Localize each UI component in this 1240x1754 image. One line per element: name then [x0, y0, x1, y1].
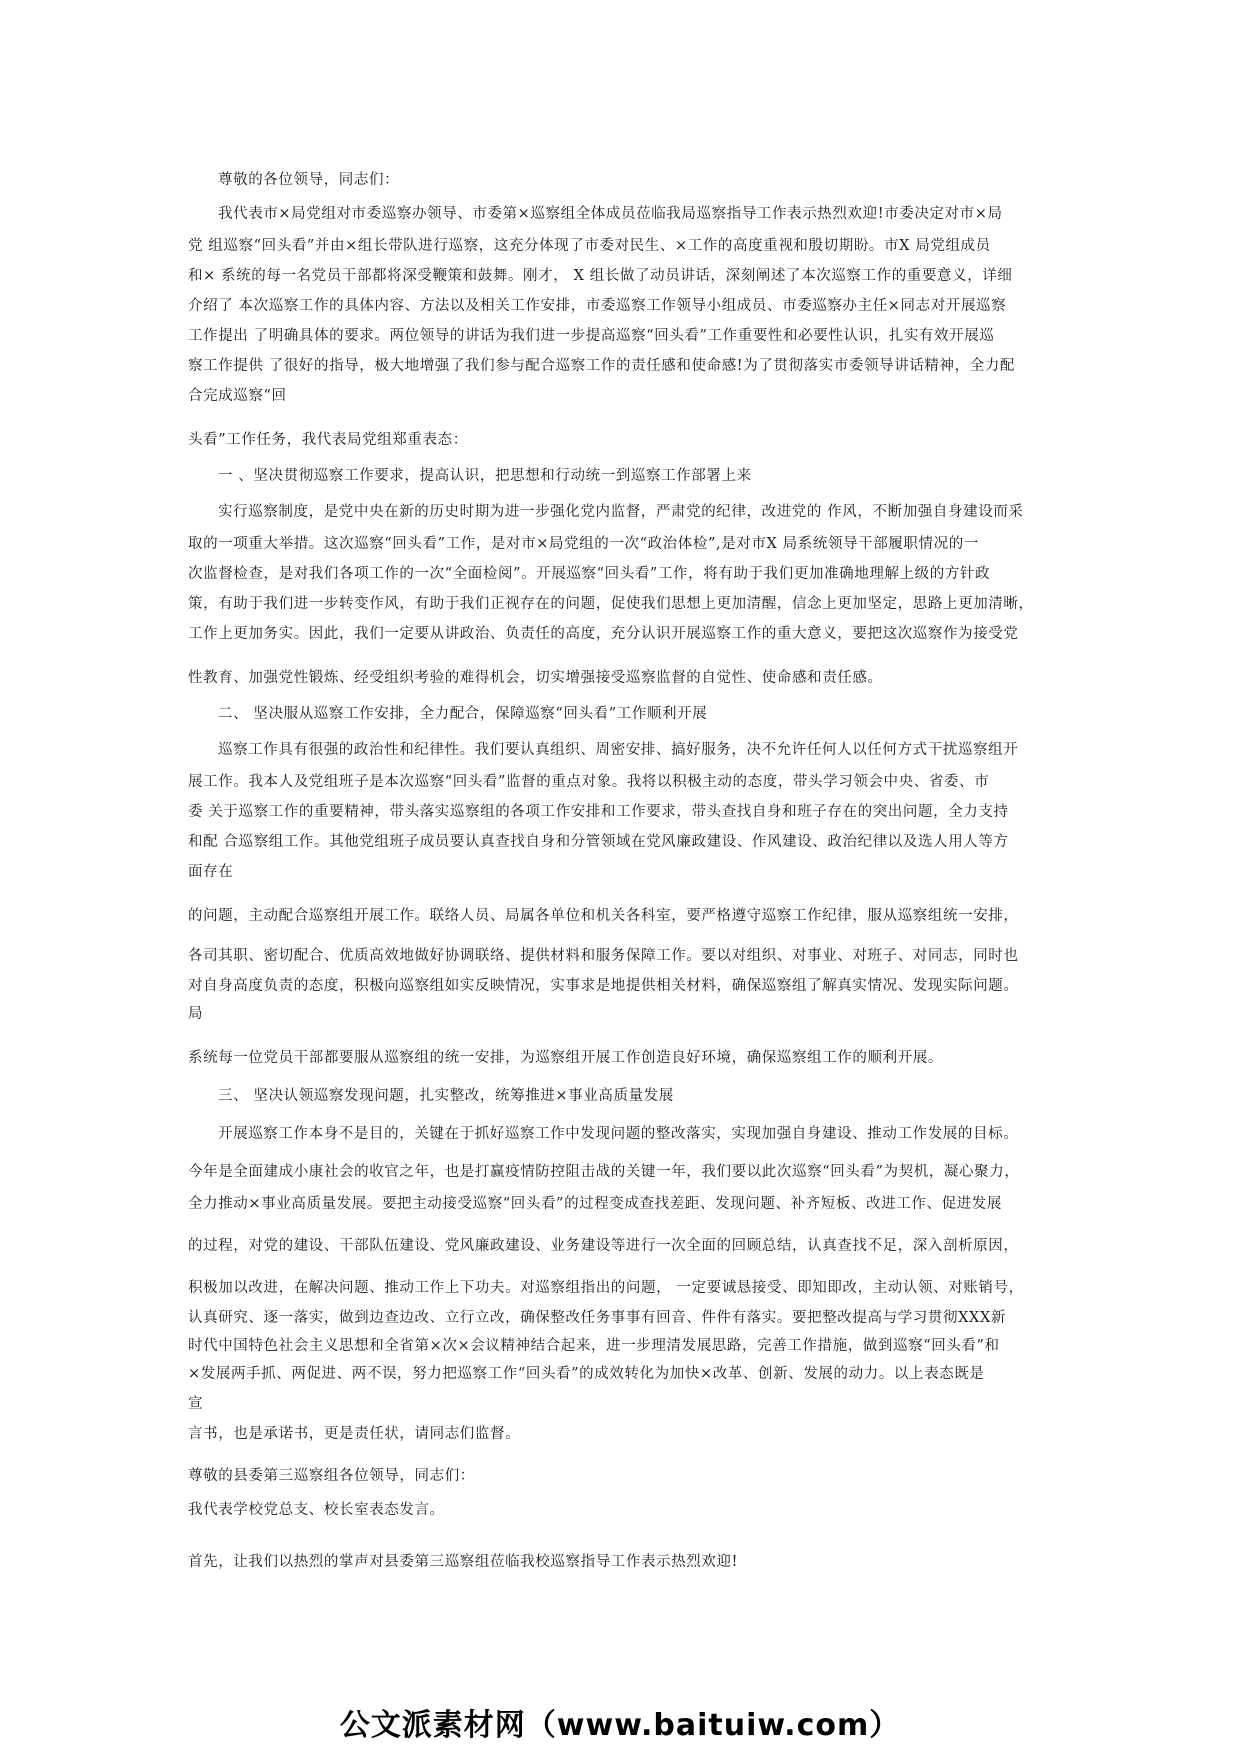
- text-line: 察工作提供 了很好的指导，极大地增强了我们参与配合巡察工作的责任感和使命感!为了贯彻落实市委领导讲话精神，全力配: [188, 358, 1016, 374]
- text-line: 策，有助于我们进一步转变作风，有助于我们正视存在的问题，促使我们思想上更加清醒，信念上更加坚定，思路上更加清晰，: [188, 596, 1034, 612]
- text-line: 工作上更加务实。因此，我们一定要从讲政治、负责任的高度，充分认识开展巡察工作的重大意义，要把这次巡察作为接受党: [188, 626, 1019, 642]
- text-line: 委 关于巡察工作的重要精神，带头落实巡察组的各项工作安排和工作要求，带头查找自身和班子存在的突出问题，全力支持: [188, 804, 1009, 820]
- section-heading: 二、 坚决服从巡察工作安排，全力配合，保障巡察“回头看”工作顺利开展: [218, 706, 708, 722]
- text-line: 开展巡察工作本身不是目的，关键在于抓好巡察工作中发现问题的整改落实，实现加强自身建设、推动工作发展的目标。: [218, 1126, 1019, 1142]
- text-line: 局: [188, 1006, 204, 1022]
- text-line: 的过程，对党的建设、干部队伍建设、党风廉政建设、业务建设等进行一次全面的回顾总结，认真查找不足，深入剖析原因，: [188, 1238, 1019, 1254]
- text-line: 巡察工作具有很强的政治性和纪律性。我们要认真组织、周密安排、搞好服务，决不允许任何人以任何方式干扰巡察组开: [218, 742, 1019, 758]
- text-line: 展工作。我本人及党组班子是本次巡察“回头看”监督的重点对象。我将以积极主动的态度，带头学习领会中央、省委、市: [188, 774, 990, 790]
- text-line: 党 组巡察“回头看”并由×组长带队进行巡察，这充分体现了市委对民生、×工作的高度重视和殷切期盼。市X 局党组成员: [188, 238, 991, 254]
- text-line: 次监督检查，是对我们各项工作的一次“全面检阅”。开展巡察“回头看”工作，将有助于我们更加准确地理解上级的方针政: [188, 566, 991, 582]
- text-line: 各司其职、密切配合、优质高效地做好协调联络、提供材料和服务保障工作。要以对组织、对事业、对班子、对同志，同时也: [188, 948, 1019, 964]
- text-line: 面存在: [188, 864, 234, 880]
- section-heading: 一 、坚决贯彻巡察工作要求，提高认识，把思想和行动统一到巡察工作部署上来: [218, 468, 752, 484]
- text-line: 言书，也是承诺书，更是责任状，请同志们监督。: [188, 1426, 521, 1442]
- watermark-footer: 公文派素材网（www.baituiw.com）: [339, 1708, 901, 1743]
- text-line: 我代表市×局党组对市委巡察办领导、市委第×巡察组全体成员莅临我局巡察指导工作表示热烈欢迎!市委决定对市×局: [218, 206, 1003, 222]
- text-line: 认真研究、逐一落实，做到边查边改、立行立改，确保整改任务事事有回音、件件有落实。要把整改提高与学习贯彻XXX新: [188, 1310, 1006, 1326]
- text-line: 今年是全面建成小康社会的收官之年，也是打赢疫情防控阻击战的关键一年，我们要以此次巡察“回头看”为契机，凝心聚力，: [188, 1164, 1020, 1180]
- salutation: 尊敬的各位领导，同志们：: [218, 172, 400, 188]
- text-line: 合完成巡察“回: [188, 388, 287, 404]
- text-line: 性教育、加强党性锻炼、经受组织考验的难得机会，切实增强接受巡察监督的自觉性、使命感和责任感。: [188, 670, 883, 686]
- text-line: 介绍了 本次巡察工作的具体内容、方法以及相关工作安排，市委巡察工作领导小组成员、市委巡察办主任×同志对开展巡察: [188, 298, 1007, 314]
- text-line: 首先，让我们以热烈的掌声对县委第三巡察组莅临我校巡察指导工作表示热烈欢迎!: [188, 1554, 739, 1570]
- text-line: 取的一项重大举措。这次巡察“回头看”工作，是对市×局党组的一次“政治体检”,是对市X 局系统领导干部履职情况的一: [188, 536, 979, 552]
- text-line: 实行巡察制度，是党中央在新的历史时期为进一步强化党内监督，严肃党的纪律，改进党的 作风，不断加强自身建设而采: [218, 504, 1024, 520]
- text-line: 工作提出 了明确具体的要求。两位领导的讲话为我们进一步提高巡察“回头看”工作重要性和必要性认识，扎实有效开展巡: [188, 328, 995, 344]
- text-line: 头看”工作任务，我代表局党组郑重表态：: [188, 432, 468, 448]
- text-line: 和配 合巡察组工作。其他党组班子成员要认真查找自身和分管领域在党风廉政建设、作风建设、政治纪律以及选人用人等方: [188, 834, 1009, 850]
- section-heading: 三、 坚决认领巡察发现问题，扎实整改，统筹推进×事业高质量发展: [218, 1088, 674, 1104]
- text-line: 尊敬的县委第三巡察组各位领导，同志们：: [188, 1468, 475, 1484]
- salutation: 我代表学校党总支、校长室表态发言。: [188, 1502, 445, 1518]
- text-line: 时代中国特色社会主义思想和全省第×次×会议精神结合起来，进一步理清发展思路，完善工作措施，做到巡察“回头看”和: [188, 1338, 1000, 1354]
- text-line: 的问题，主动配合巡察组开展工作。联络人员、局属各单位和机关各科室，要严格遵守巡察工作纪律，服从巡察组统一安排，: [188, 908, 1019, 924]
- text-line: 积极加以改进，在解决问题、推动工作上下功夫。对巡察组指出的问题， 一定要诚恳接受、即知即改，主动认领、对账销号，: [188, 1280, 1024, 1296]
- text-line: 对自身高度负责的态度，积极向巡察组如实反映情况，实事求是地提供相关材料，确保巡察组了解真实情况、发现实际问题。: [188, 978, 1019, 994]
- text-line: 系统每一位党员干部都要服从巡察组的统一安排，为巡察组开展工作创造良好环境，确保巡察组工作的顺利开展。: [188, 1050, 943, 1066]
- text-line: 宣: [188, 1396, 204, 1412]
- text-line: 全力推动×事业高质量发展。要把主动接受巡察“回头看”的过程变成查找差距、发现问题、补齐短板、改进工作、促进发展: [188, 1196, 1002, 1212]
- text-line: ×发展两手抓、两促进、两不误，努力把巡察工作“回头看”的成效转化为加快×改革、创新、发展的动力。以上表态既是: [188, 1366, 985, 1382]
- text-line: 和× 系统的每一名党员干部都将深受鞭策和鼓舞。刚才， X 组长做了动员讲话，深刻阐述了本次巡察工作的重要意义，详细: [188, 268, 1013, 284]
